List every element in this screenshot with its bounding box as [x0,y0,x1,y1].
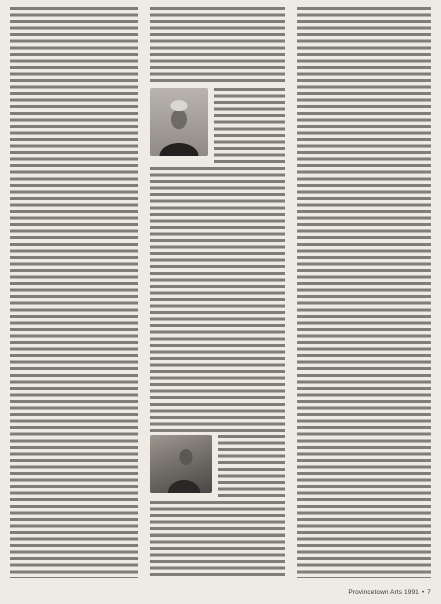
body-text-block [150,167,285,435]
page-number: 7 [427,589,431,596]
body-text-block [218,435,285,497]
page-footer [348,589,431,596]
body-text-block [214,88,285,164]
portrait-photo [150,88,208,156]
body-text-block [150,501,285,578]
body-text-block [150,7,285,83]
text-column-3 [297,7,431,578]
footer-separator: • [421,589,425,596]
illegible-marker [0,0,1,1]
portrait-photo [150,435,212,493]
body-text-block [297,7,431,578]
body-text-block [10,7,138,578]
publication-name: Provincetown Arts 1991 [348,589,419,596]
text-column-1 [10,7,138,578]
